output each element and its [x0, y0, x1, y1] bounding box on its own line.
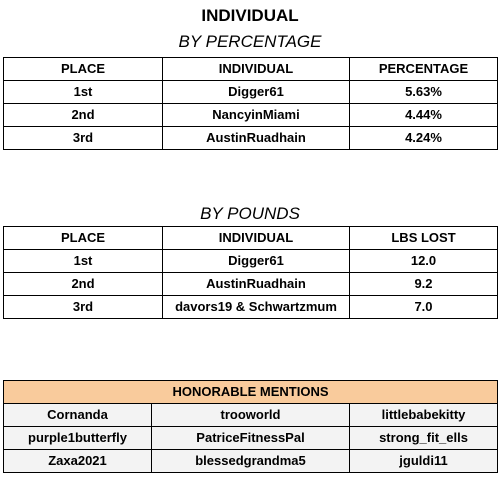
column-header-place: PLACE	[4, 58, 163, 81]
mention-cell: purple1butterfly	[4, 427, 152, 450]
column-header-place: PLACE	[4, 227, 163, 250]
lbs-lost-cell: 7.0	[350, 296, 498, 319]
individual-cell: Digger61	[163, 250, 350, 273]
table-row	[4, 404, 498, 427]
table-header-row	[4, 58, 498, 81]
mention-cell: blessedgrandma5	[152, 450, 350, 473]
place-cell: 3rd	[4, 296, 163, 319]
table-row	[4, 427, 498, 450]
place-cell: 1st	[4, 81, 163, 104]
place-cell: 3rd	[4, 127, 163, 150]
percentage-cell: 4.24%	[350, 127, 498, 150]
mention-cell: PatriceFitnessPal	[152, 427, 350, 450]
pounds-table	[3, 226, 498, 319]
percentage-cell: 5.63%	[350, 81, 498, 104]
place-cell: 1st	[4, 250, 163, 273]
percentage-section-title: BY PERCENTAGE	[178, 32, 322, 51]
table-header-row	[4, 381, 498, 404]
column-header-percentage: PERCENTAGE	[350, 58, 498, 81]
page-title: INDIVIDUAL	[201, 6, 299, 25]
mention-cell: Cornanda	[4, 404, 152, 427]
table-header-row	[4, 227, 498, 250]
mention-cell: strong_fit_ells	[350, 427, 498, 450]
column-header-individual: INDIVIDUAL	[163, 227, 350, 250]
table-row	[4, 450, 498, 473]
honorable-mentions-header: HONORABLE MENTIONS	[4, 381, 498, 404]
honorable-mentions-table	[3, 380, 498, 473]
table-row	[4, 250, 498, 273]
table-row	[4, 273, 498, 296]
mention-cell: jguldi11	[350, 450, 498, 473]
table-row	[4, 296, 498, 319]
individual-cell: Digger61	[163, 81, 350, 104]
column-header-individual: INDIVIDUAL	[163, 58, 350, 81]
mention-cell: Zaxa2021	[4, 450, 152, 473]
pounds-section-title: BY POUNDS	[200, 204, 300, 223]
individual-cell: AustinRuadhain	[163, 273, 350, 296]
individual-cell: davors19 & Schwartzmum	[163, 296, 350, 319]
place-cell: 2nd	[4, 104, 163, 127]
place-cell: 2nd	[4, 273, 163, 296]
mention-cell: trooworld	[152, 404, 350, 427]
table-row	[4, 127, 498, 150]
table-row	[4, 81, 498, 104]
mention-cell: littlebabekitty	[350, 404, 498, 427]
percentage-table	[3, 57, 498, 150]
column-header-lbs-lost: LBS LOST	[350, 227, 498, 250]
percentage-cell: 4.44%	[350, 104, 498, 127]
lbs-lost-cell: 12.0	[350, 250, 498, 273]
lbs-lost-cell: 9.2	[350, 273, 498, 296]
table-row	[4, 104, 498, 127]
individual-cell: AustinRuadhain	[163, 127, 350, 150]
individual-cell: NancyinMiami	[163, 104, 350, 127]
